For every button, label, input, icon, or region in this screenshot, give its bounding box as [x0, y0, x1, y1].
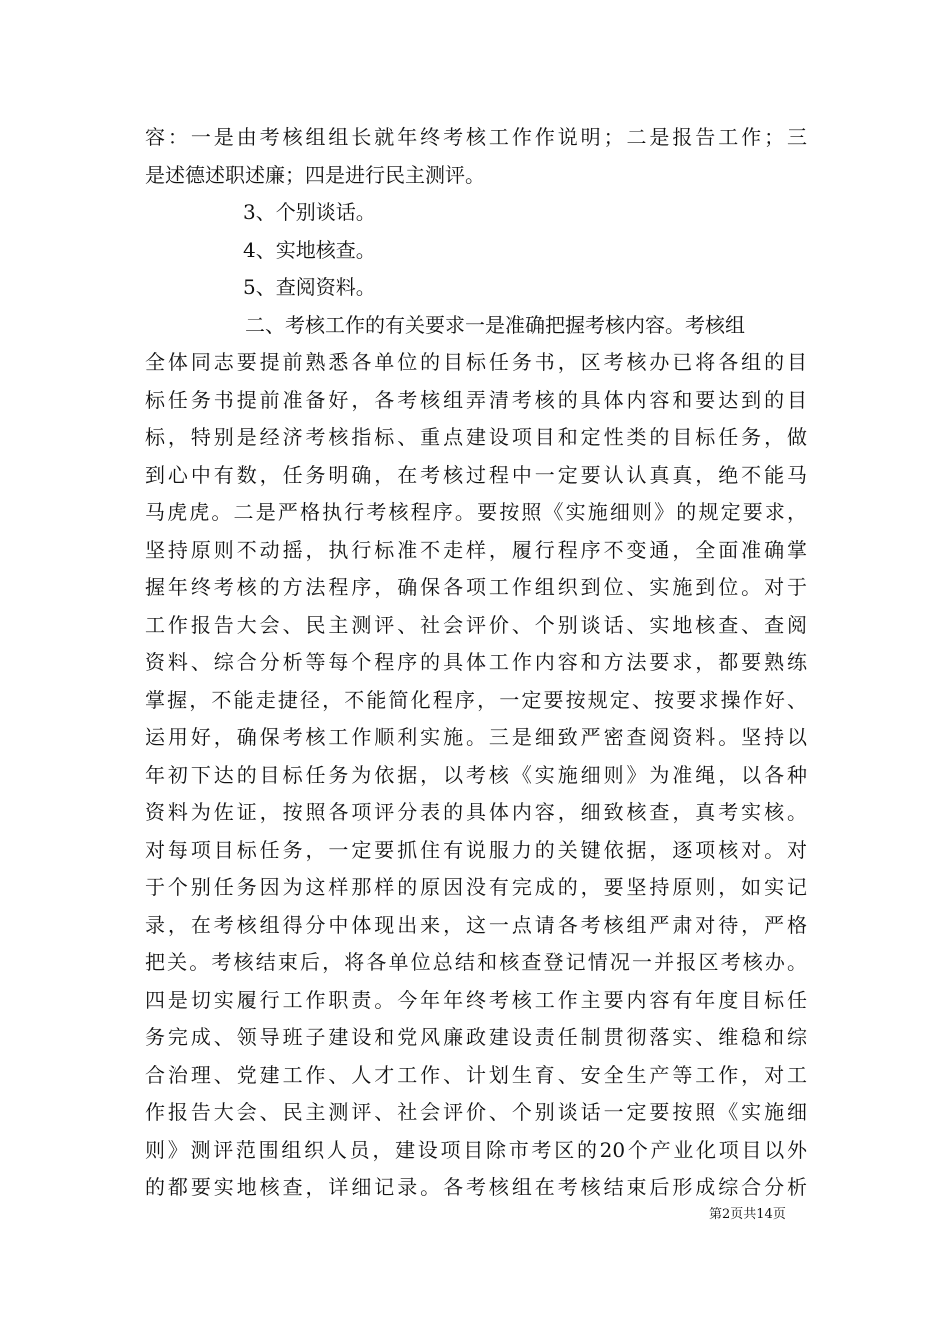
text-line: 则》测评范围组织人员，建设项目除市考区的20个产业化项目以外: [145, 1137, 807, 1162]
text-line: 资料、综合分析等每个程序的具体工作内容和方法要求，都要熟练: [145, 650, 807, 674]
text-line: 全体同志要提前熟悉各单位的目标任务书，区考核办已将各组的目: [145, 350, 807, 374]
text-line: 坚持原则不动摇，执行标准不走样，履行程序不变通，全面准确掌: [145, 537, 807, 562]
text-line: 务完成、领导班子建设和党风廉政建设责任制贯彻落实、维稳和综: [145, 1025, 807, 1049]
text-line: 四是切实履行工作职责。今年年终考核工作主要内容有年度目标任: [145, 987, 807, 1012]
text-line: 年初下达的目标任务为依据，以考核《实施细则》为准绳，以各种: [145, 762, 807, 787]
list-item: 3、个别谈话。: [243, 200, 376, 224]
text-line: 握年终考核的方法程序，确保各项工作组织到位、实施到位。对于: [145, 575, 807, 599]
text-line: 录，在考核组得分中体现出来，这一点请各考核组严肃对待，严格: [145, 912, 807, 937]
text-line: 把关。考核结束后，将各单位总结和核查登记情况一并报区考核办。: [145, 950, 807, 974]
text-line: 合治理、党建工作、人才工作、计划生育、安全生产等工作，对工: [145, 1062, 807, 1087]
text-line: 的都要实地核查，详细记录。各考核组在考核结束后形成综合分析: [145, 1175, 807, 1199]
text-line: 运用好，确保考核工作顺利实施。三是细致严密查阅资料。坚持以: [145, 725, 807, 749]
text-line: 到心中有数，任务明确，在考核过程中一定要认认真真，绝不能马: [145, 462, 807, 487]
page-number-footer: 第2页共14页: [709, 1207, 786, 1222]
section-heading-line: 二、考核工作的有关要求一是准确把握考核内容。考核组: [245, 312, 745, 337]
text-line: 资料为佐证，按照各项评分表的具体内容，细致核查，真考实核。: [145, 800, 807, 824]
text-line: 工作报告大会、民主测评、社会评价、个别谈话、实地核查、查阅: [145, 612, 807, 637]
text-line: 掌握，不能走捷径，不能简化程序，一定要按规定、按要求操作好、: [145, 687, 807, 712]
text-line: 于个别任务因为这样那样的原因没有完成的，要坚持原则，如实记: [145, 875, 807, 899]
list-item: 5、查阅资料。: [243, 275, 376, 299]
text-line: 对每项目标任务，一定要抓住有说服力的关键依据，逐项核对。对: [145, 837, 807, 862]
text-line: 马虎虎。二是严格执行考核程序。要按照《实施细则》的规定要求，: [145, 500, 807, 524]
text-line: 标任务书提前准备好，各考核组弄清考核的具体内容和要达到的目: [145, 387, 807, 412]
text-line: 作报告大会、民主测评、社会评价、个别谈话一定要按照《实施细: [145, 1100, 807, 1124]
text-line: 是述德述职述廉；四是进行民主测评。: [145, 162, 485, 187]
text-line: 容：一是由考核组组长就年终考核工作作说明；二是报告工作；三: [145, 125, 807, 149]
text-line: 标，特别是经济考核指标、重点建设项目和定性类的目标任务，做: [145, 425, 807, 449]
body-text: [145, 119, 807, 1207]
list-item: 4、实地核查。: [243, 237, 376, 262]
